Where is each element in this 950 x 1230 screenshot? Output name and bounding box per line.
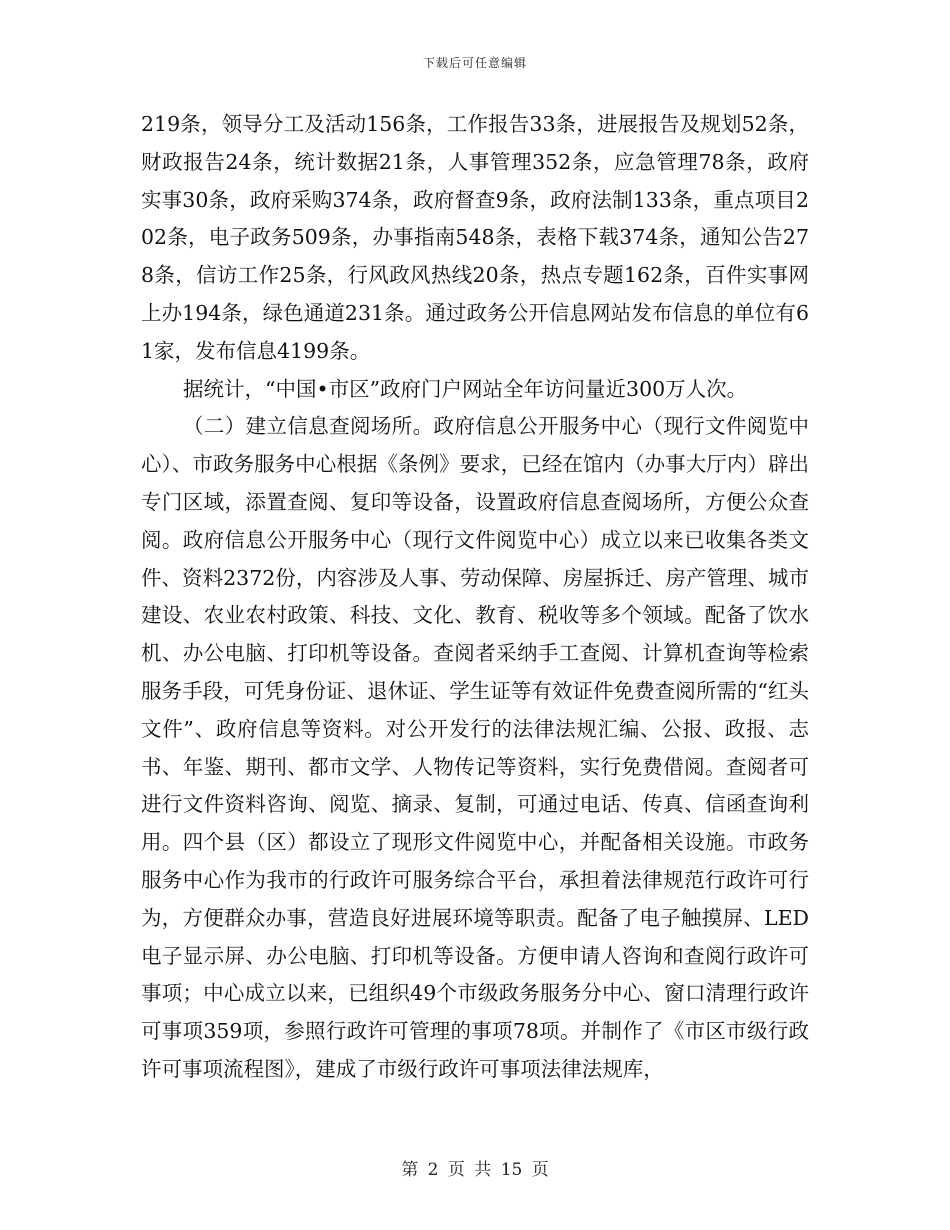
document-body — [141, 106, 809, 1089]
paragraph-reading-venue: （二）建立信息查阅场所。政府信息公开服务中心（现行文件阅览中心）、市政务服务中心根据《条例》要求，已经在馆内（办事大厅内）辟出专门区域，添置查阅、复印等设备，设置政府信息查阅场所，方便公众查阅。政府信息公开服务中心（现行文件阅览中心）成立以来已收集各类文件、资料2372份，内容涉及人事、劳动保障、房屋拆迁、房产管理、城市建设、农业农村政策、科技、文化、教育、税收等多个领域。配备了饮水机、办公电脑、打印机等设备。查阅者采纳手工查阅、计算机查询等检索服务手段，可凭身份证、退休证、学生证等有效证件免费查阅所需的“红头文件”、政府信息等资料。对公开发行的法律法规汇编、公报、政报、志书、年鉴、期刊、都市文学、人物传记等资料，实行免费借阅。查阅者可进行文件资料咨询、阅览、摘录、复制，可通过电话、传真、信函查询利用。四个县（区）都设立了现形文件阅览中心，并配备相关设施。市政务服务中心作为我市的行政许可服务综合平台，承担着法律规范行政许可行为，方便群众办事，营造良好进展环境等职责。配备了电子触摸屏、LED电子显示屏、办公电脑、打印机等设备。方便申请人咨询和查阅行政许可事项；中心成立以来，已组织49个市级政务服务分中心、窗口清理行政许可事项359项，参照行政许可管理的事项78项。并制作了《市区市级行政许可事项流程图》，建成了市级行政许可事项法律法规库， — [141, 414, 809, 1081]
page-number-footer: 第 2 页 共 15 页 — [401, 1160, 549, 1180]
paragraph-continuation: 219条，领导分工及活动156条，工作报告33条，进展报告及规划52条，财政报告24条，统计数据21条，人事管理352条，应急管理78条，政府实事30条，政府采购374条，政府督查9条，政府法制133条，重点项目202条，电子政务509条，办事指南548条，表格下载374条，通知公告278条，信访工作25条，行风政风热线20条，热点专题162条，百件实事网上办194条，绿色通道231条。通过政务公开信息网站发布信息的单位有61家，发布信息4199条。 — [141, 112, 809, 363]
page-header: 下载后可任意编辑 — [422, 56, 527, 70]
paragraph-statistics: 据统计，“中国•市区”政府门户网站全年访问量近300万人次。 — [183, 376, 748, 401]
